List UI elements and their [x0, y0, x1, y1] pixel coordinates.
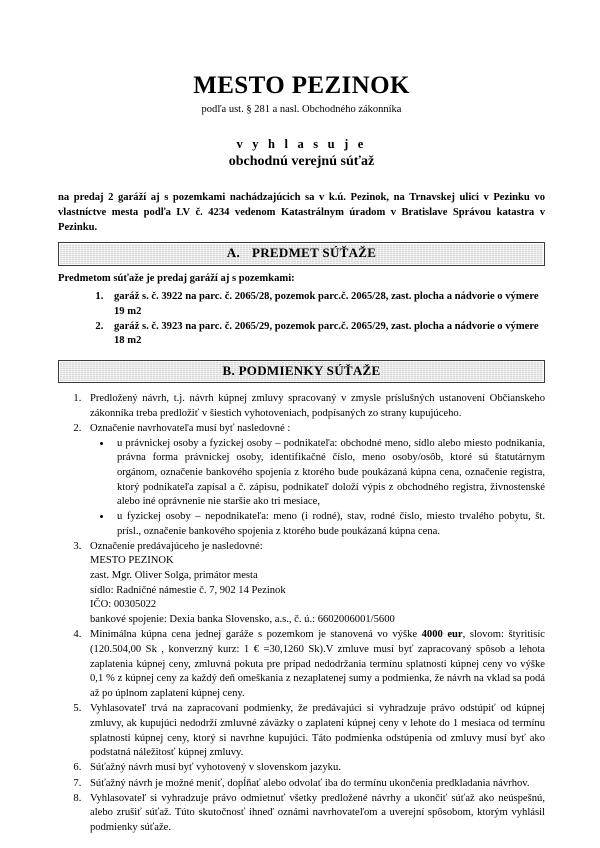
list-item: 7. Súťažný návrh je možné meniť, dopĺňať alebo odvolať iba do termínu ukončenia predkladania návrhov.	[84, 777, 545, 792]
list-item: • u fyzickej osoby – nepodnikateľa: meno (i rodné), stav, rodné číslo, miesto trvalého pobytu, št. prísl., označenie bankového spojenia z ktorého bude poukázaná kúpna cena.	[112, 510, 545, 539]
section-a-header	[58, 242, 545, 265]
seller-details	[90, 554, 545, 627]
document-header	[58, 72, 545, 172]
section-a-heading-inner	[227, 246, 376, 260]
list-item: 5. Vyhlasovateľ trvá na zapracovaní podmienky, že predávajúci si vyhradzuje právo odstúpiť od kúpnej zmluvy, ak kupujúci nedodrží zmluvné záväzky o zaplatení kúpnej ceny v lehote do 1 mesiaca od termínu splatnosti kúpnej ceny, ktorý si navrhne kupujúci. Táto podmienka odstúpenia od zmluvy musí byť ako podstatná náležitosť kúpnej zmluvy.	[84, 702, 545, 761]
list-item	[84, 422, 545, 539]
condition-3-lead: Označenie predávajúceho je nasledovné:	[90, 540, 263, 552]
list-item: 1. garáž s. č. 3922 na parc. č. 2065/28, pozemok parc.č. 2065/28, zast. plocha a nádvorie o výmere 19 m2	[106, 290, 545, 319]
price-text-before: Minimálna kúpna cena jednej garáže s pozemkom je stanovená vo výške	[90, 629, 422, 641]
seller-name: MESTO PEZINOK	[90, 555, 174, 567]
legal-basis-subtitle: podľa ust. § 281 a nasl. Obchodného zákonníka	[201, 103, 402, 115]
section-b-header	[58, 360, 545, 383]
seller-address: sídlo: Radničné námestie č. 7, 902 14 Pezinok	[90, 584, 286, 596]
predmet-lead-text: Predmetom súťaže je predaj garáží aj s pozemkami:	[58, 272, 295, 284]
list-item	[84, 628, 545, 701]
proclamation-object: obchodnú verejnú súťaž	[228, 154, 375, 170]
seller-bank-account: bankové spojenie: Dexia banka Slovensko, a.s., č. ú.: 6602006001/5600	[90, 614, 395, 626]
proclamation-block	[58, 135, 545, 172]
section-a-letter: A.	[226, 245, 240, 261]
list-item: • u právnickej osoby a fyzickej osoby – podnikateľa: obchodné meno, sídlo alebo miesto podnikania, právna forma právnickej osoby, identifikačné číslo, meno osoby/osôb, ktoré sú štatutárnym orgánom, označenie bankového spojenia z ktorého bude poukázaná kúpna cena, označenie registra, ktorý podnikateľa zapísal a č. zápisu, podnikateľ doloží výpis z obchodného registra, živnostenské alebo iné oprávnenie nie staršie ako tri mesiace,	[112, 437, 545, 510]
section-b-title: B. PODMIENKY SÚŤAŽE	[222, 362, 381, 378]
section-a-content	[58, 272, 545, 349]
conditions-list	[58, 392, 545, 836]
minimum-price-amount: 4000 eur	[421, 629, 463, 641]
garage-list	[58, 290, 545, 348]
proclamation-verb: v y h l a s u j e	[236, 137, 367, 152]
seller-ico: IČO: 00305022	[90, 599, 157, 611]
list-item: 2. garáž s. č. 3923 na parc. č. 2065/29, pozemok parc.č. 2065/29, zast. plocha a nádvorie o výmere 18 m2	[106, 320, 545, 349]
page-title: MESTO PEZINOK	[193, 72, 410, 99]
list-item: 6. Súťažný návrh musí byť vyhotovený v slovenskom jazyku.	[84, 761, 545, 776]
list-item: 1. Predložený návrh, t.j. návrh kúpnej zmluvy spracovaný v zmysle príslušných ustanovení Občianskeho zákonníka treba predložiť v šiestich vyhotoveniach, podpísaných zo strany kupujúceho.	[84, 392, 545, 421]
list-item	[84, 540, 545, 628]
seller-representative: zast. Mgr. Oliver Solga, primátor mesta	[90, 570, 258, 582]
list-item: 8. Vyhlasovateľ si vyhradzuje právo odmietnuť všetky predložené návrhy a ukončiť súťaž ako neúspešnú, alebo zrušiť súťaž. Túto skutočnosť ihneď oznámi navrhovateľom a uverejní spôsobom, ktorým vyhlásil podmienky súťaže.	[84, 792, 545, 836]
condition-2-bullets	[90, 437, 545, 540]
section-a-title: PREDMET SÚŤAŽE	[252, 245, 377, 261]
price-text-after: , slovom: štyritisíc (120.504,00 Sk , konverzný kurz: 1 € =30,1260 Sk).V zmluve musí byť zapracovaný spôsob a lehota zaplatenia kúpnej ceny, zmluvná pokuta pre prípad nedodržania termínu splatnosti kúpnej ceny vo výške 0,1 % z kúpnej ceny za každý deň omeškania z nezaplatenej sumy a podmienka, že návrh na vklad sa podá až po úplnom zaplatení kúpnej ceny.	[90, 629, 545, 699]
intro-paragraph: na predaj 2 garáží aj s pozemkami nachádzajúcich sa v k.ú. Pezinok, na Trnavskej ulici v Pezinku vo vlastníctve mesta podľa LV č. 4234 vedenom Katastrálnym úradom v Bratislave Správou katastra v Pezinku.	[58, 192, 545, 234]
condition-2-lead: Označenie navrhovateľa musí byť nasledovné :	[90, 422, 291, 434]
